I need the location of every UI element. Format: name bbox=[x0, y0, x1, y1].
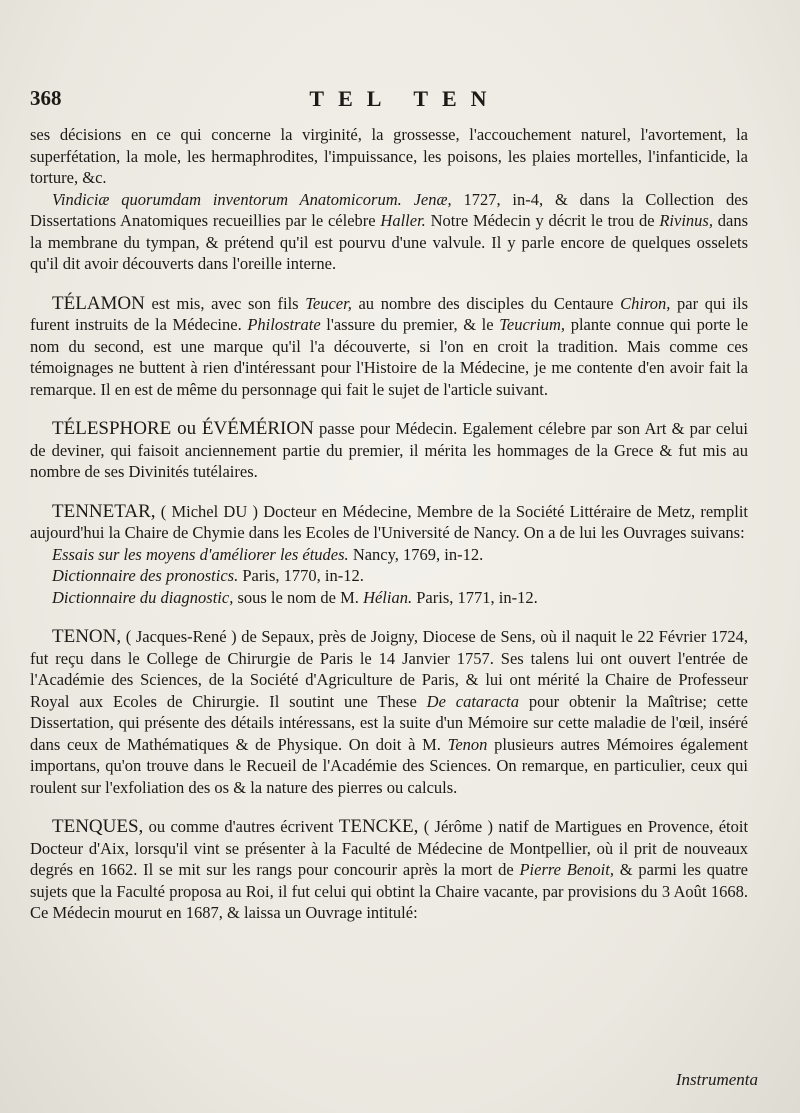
tenques-text-3: & parmi les quatre sujets que la Faculté proposa au Roi, il fut celui qui obtint la Chaire vacante, par provisions du 3 Août 1668. Ce Médecin mourut en 1687, & laissa un Ouvrage intitulé: bbox=[30, 860, 748, 922]
work-1-title: Essais sur les moyens d'améliorer les études. bbox=[52, 544, 349, 564]
tenon-text-1: ( Jacques-René ) de Sepaux, près de Joigny, Diocese de Sens, où il naquit le 22 Février 1724, fut reçu dans le College de Chirurgie de Paris le 14 Janvier 1757. Ses talens lui ont ouvert l'entrée de l'Académie des Sciences, de la Société d'Agriculture de Paris, & lui ont mérité la Chaire de Professeur Royal aux Ecoles de Chirurgie. Il soutint une These bbox=[30, 627, 748, 711]
entry-tenques bbox=[30, 816, 748, 924]
name-philostrate: Philostrate bbox=[247, 315, 321, 334]
vindiciae-end: dans la membrane du tympan, & prétend qu'il est pourvu d'une valvule. Il y parle encore de quelques osselets qu'il dit avoir découverts dans l'oreille interne. bbox=[30, 211, 748, 273]
work-3-details: Paris, 1771, in-12. bbox=[416, 587, 538, 607]
tenques-text-2: ( Jérôme ) natif de Martigues en Provence, étoit Docteur d'Aix, lorsqu'il vint se présenter à la Faculté de Médecine de Montpellier, où il prit de nouveaux degrés en 1662. Il se mit sur les rangs pour concourir après la mort de bbox=[30, 817, 749, 879]
tennetar-work-1 bbox=[30, 544, 748, 566]
work-3-title: Dictionnaire du diagnostic, bbox=[52, 587, 234, 607]
headword-telamon: TÉLAMON bbox=[52, 292, 145, 314]
tenques-text-1: ou comme d'autres écrivent bbox=[148, 817, 334, 836]
entry-vindiciae bbox=[30, 189, 748, 275]
telamon-text-1: est mis, avec son fils bbox=[151, 293, 299, 313]
telamon-text-3: par qui ils furent instruits de la Médecine. bbox=[30, 293, 749, 334]
telesphore-text: passe pour Médecin. Egalement célebre par son Art & par celui de deviner, qui faisoit anciennement partie du premier, il mérita les hommages de la Grece & fut mis au nombre de ses Divinités tutélaires. bbox=[30, 419, 748, 481]
tennetar-work-3 bbox=[30, 587, 748, 609]
tenon-text-3: plusieurs autres Mémoires également importans, qu'on trouve dans le Recueil de l'Académie des Sciences. On remarque, en particulier, ceux qui roulent sur l'exfoliation des os & la nature des pierres ou calculs. bbox=[30, 734, 749, 797]
headword-tenon: TENON, bbox=[52, 626, 122, 647]
tennetar-text: ( Michel DU ) Docteur en Médecine, Membre de la Société Littéraire de Metz, remplit aujourd'hui la Chaire de Chymie dans les Ecoles de l'Université de Nancy. On a de lui les Ouvrages suivans: bbox=[30, 501, 748, 542]
headword-telesphore: TÉLESPHORE ou ÉVÉMÉRION bbox=[52, 418, 314, 439]
name-haller: Haller. bbox=[380, 211, 426, 230]
work-3-mid: sous le nom de M. bbox=[237, 587, 359, 607]
catchword: Instrumenta bbox=[675, 1070, 758, 1089]
continuation-text: ses décisions en ce qui concerne la virginité, la grossesse, l'accouchement naturel, l'avortement, la superfétation, la mole, les hermaphrodites, l'impuissance, les poisons, les plaies mortelles, l'infanticide, la torture, &c. bbox=[30, 125, 748, 187]
entry-tenon bbox=[30, 626, 748, 798]
vindiciae-details: 1727, in-4, & dans la Collection des Dissertations Anatomiques recueillies par le célebre bbox=[30, 189, 748, 230]
telamon-text-4: l'assure du premier, & le bbox=[326, 315, 494, 334]
vindiciae-tail: Notre Médecin y décrit le trou de bbox=[430, 211, 655, 230]
headword-tennetar: TENNETAR, bbox=[52, 500, 156, 522]
name-teucer: Teucer, bbox=[305, 293, 352, 313]
page-body bbox=[30, 124, 748, 924]
name-pierre-benoit: Pierre Benoit, bbox=[519, 860, 614, 879]
name-rivinus: Rivinus, bbox=[659, 211, 713, 230]
entry-continuation bbox=[30, 124, 748, 189]
headword-tencke: TENCKE, bbox=[338, 816, 419, 837]
work-2-details: Paris, 1770, in-12. bbox=[242, 566, 364, 585]
page-header bbox=[30, 86, 760, 118]
entry-telamon bbox=[30, 293, 748, 401]
tennetar-work-2 bbox=[30, 565, 748, 587]
entry-tennetar bbox=[30, 501, 748, 544]
headword-tenques: TENQUES, bbox=[52, 816, 144, 837]
title-de-cataracta: De cataracta bbox=[426, 691, 520, 711]
entry-telesphore bbox=[30, 418, 748, 483]
page-number: 368 bbox=[30, 86, 62, 110]
work-1-details: Nancy, 1769, in-12. bbox=[352, 544, 484, 564]
name-helian: Hélian. bbox=[363, 587, 413, 607]
telamon-text-2: au nombre des disciples du Centaure bbox=[358, 293, 614, 313]
telamon-text-5: plante connue qui porte le nom du second, est une marque qu'il l'a découverte, si l'on en croit la tradition. Mais comme ces témoignages ne buttent à rien d'intéressant pour l'Histoire de la Médecine, je me contente d'en avoir fait la remarque. Il en est de même du personnage qui fait le sujet de l'article suivant. bbox=[30, 315, 749, 399]
vindiciae-title: Vindiciæ quorumdam inventorum Anatomicorum. Jenæ, bbox=[52, 189, 452, 209]
tenon-text-2: pour obtenir la Maîtrise; cette Dissertation, qui présente des détails intéressans, est la suite d'un Mémoire sur cette maladie de l'œil, inséré dans ceux de Mathématiques & de Physique. On doit à M. bbox=[30, 691, 748, 754]
name-chiron: Chiron, bbox=[620, 293, 671, 313]
running-head: TEL TEN bbox=[309, 86, 501, 111]
name-tenon: Tenon bbox=[447, 734, 488, 754]
work-2-title: Dictionnaire des pronostics. bbox=[52, 566, 239, 585]
name-teucrium: Teucrium, bbox=[499, 315, 566, 334]
